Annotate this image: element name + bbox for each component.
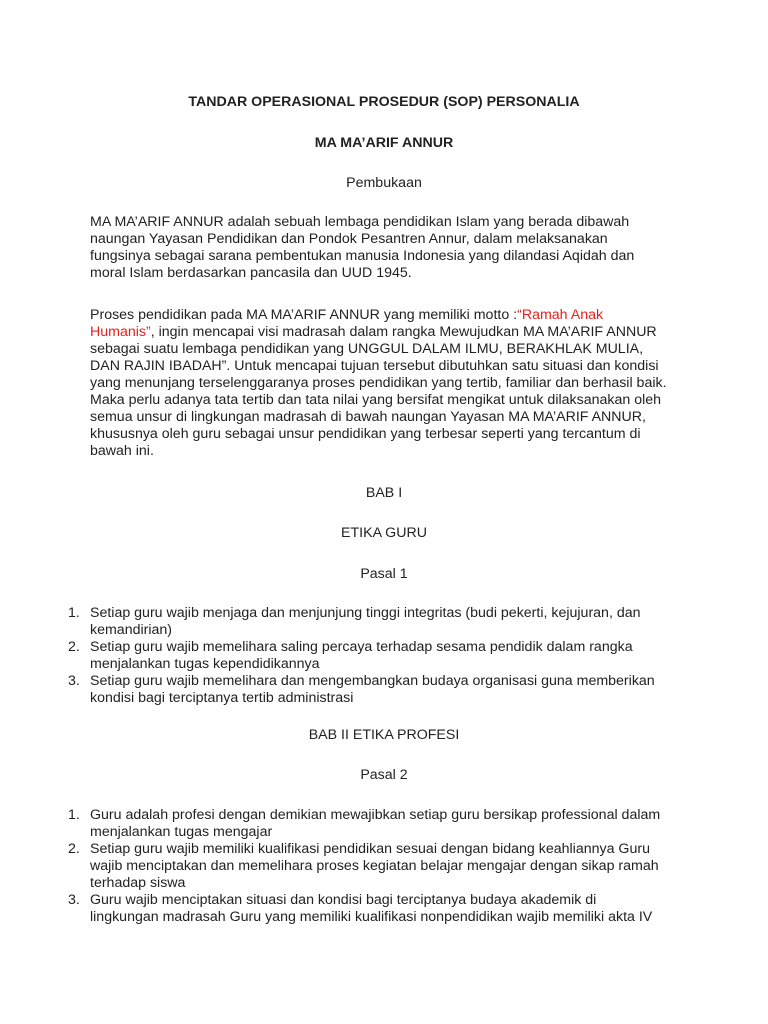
list-item-text: kondisi bagi terciptanya tertib administrasi <box>90 690 354 706</box>
chapter-heading: BAB I <box>365 485 403 501</box>
list-item <box>0 892 660 926</box>
paragraph-line: sebagai suatu lembaga pendidikan yang UNGGUL DALAM ILMU, BERAKHLAK MULIA, <box>90 341 644 357</box>
list-item-text: kemandirian) <box>90 622 173 638</box>
list-number: 3. <box>68 673 80 689</box>
list-item-text: menjalankan tugas kependidikannya <box>90 656 320 672</box>
opening-paragraph <box>90 214 690 282</box>
paragraph-line: Maka perlu adanya tata tertib dan tata nilai yang bersifat mengikat untuk dilaksanakan oleh <box>90 392 662 408</box>
list-item-text: Setiap guru wajib memiliki kualifikasi pendidikan sesuai dengan bidang keahliannya Guru <box>90 841 650 857</box>
list-item-text: Guru wajib menciptakan situasi dan kondisi bagi terciptanya budaya akademik di <box>90 892 597 908</box>
paragraph-line: MA MA’ARIF ANNUR adalah sebuah lembaga pendidikan Islam yang berada dibawah <box>90 214 630 230</box>
motto-text: Humanis” <box>90 324 151 340</box>
document-title: TANDAR OPERASIONAL PROSEDUR (SOP) PERSONALIA <box>188 94 580 110</box>
list-item-text: lingkungan madrasah Guru yang memiliki kualifikasi nonpendidikan wajib memiliki akta IV <box>90 909 653 925</box>
article-1-list <box>0 605 655 707</box>
list-item <box>0 807 660 841</box>
list-item <box>0 639 655 673</box>
list-item-text: menjalankan tugas mengajar <box>90 824 273 840</box>
paragraph-line: fungsinya sebagai sarana pembentukan manusia Indonesia yang dilandasi Aqidah dan <box>90 248 635 264</box>
motto-paragraph <box>90 307 690 460</box>
paragraph-line: semua unsur di lingkungan madrasah di bawah naungan Yayasan MA MA’ARIF ANNUR, <box>90 409 646 425</box>
chapter-title: ETIKA GURU <box>341 525 427 541</box>
document-subtitle: MA MA’ARIF ANNUR <box>314 135 454 151</box>
paragraph-line: moral Islam berdasarkan pancasila dan UUD 1945. <box>90 265 412 281</box>
paragraph-line: naungan Yayasan Pendidikan dan Pondok Pesantren Annur, dalam melaksanakan <box>90 231 608 247</box>
list-item-text: Setiap guru wajib memelihara dan mengembangkan budaya organisasi guna memberikan <box>90 673 655 689</box>
list-number: 2. <box>68 639 80 655</box>
list-item-text: Setiap guru wajib menjaga dan menjunjung tinggi integritas (budi pekerti, kejujuran, dan <box>90 605 641 621</box>
paragraph-line: khususnya oleh guru sebagai unsur pendidikan yang terbesar seperti yang tercantum di <box>90 426 641 442</box>
list-item-text: Setiap guru wajib memelihara saling percaya terhadap sesama pendidik dalam rangka <box>90 639 633 655</box>
opening-heading: Pembukaan <box>346 175 422 191</box>
list-item-text: Guru adalah profesi dengan demikian mewajibkan setiap guru bersikap professional dalam <box>90 807 661 823</box>
list-item <box>0 673 655 707</box>
list-item-text: terhadap siswa <box>90 875 186 891</box>
paragraph-text: , ingin mencapai visi madrasah dalam rangka Mewujudkan MA MA’ARIF ANNUR <box>150 324 657 340</box>
list-number: 1. <box>68 807 80 823</box>
article-heading: Pasal 1 <box>360 566 408 582</box>
list-number: 1. <box>68 605 80 621</box>
motto-text: “Ramah Anak <box>517 307 604 323</box>
paragraph-line: bawah ini. <box>90 443 154 459</box>
paragraph-line <box>90 307 690 324</box>
paragraph-line: yang menunjang terselenggaranya proses pendidikan yang tertib, familiar dan berhasil baik. <box>90 375 667 391</box>
paragraph-line <box>90 324 690 341</box>
list-item <box>0 605 655 639</box>
article-heading: Pasal 2 <box>360 767 408 783</box>
list-item-text: wajib menciptakan dan memelihara proses kegiatan belajar mengajar dengan sikap ramah <box>90 858 659 874</box>
paragraph-text: Proses pendidikan pada MA MA’ARIF ANNUR yang memiliki motto : <box>90 307 518 323</box>
list-number: 3. <box>68 892 80 908</box>
list-number: 2. <box>68 841 80 857</box>
chapter-heading: BAB II ETIKA PROFESI <box>308 727 460 743</box>
list-item <box>0 841 660 892</box>
article-2-list <box>0 807 660 926</box>
paragraph-line: DAN RAJIN IBADAH”. Untuk mencapai tujuan tersebut dibutuhkan satu situasi dan kondisi <box>90 358 659 374</box>
